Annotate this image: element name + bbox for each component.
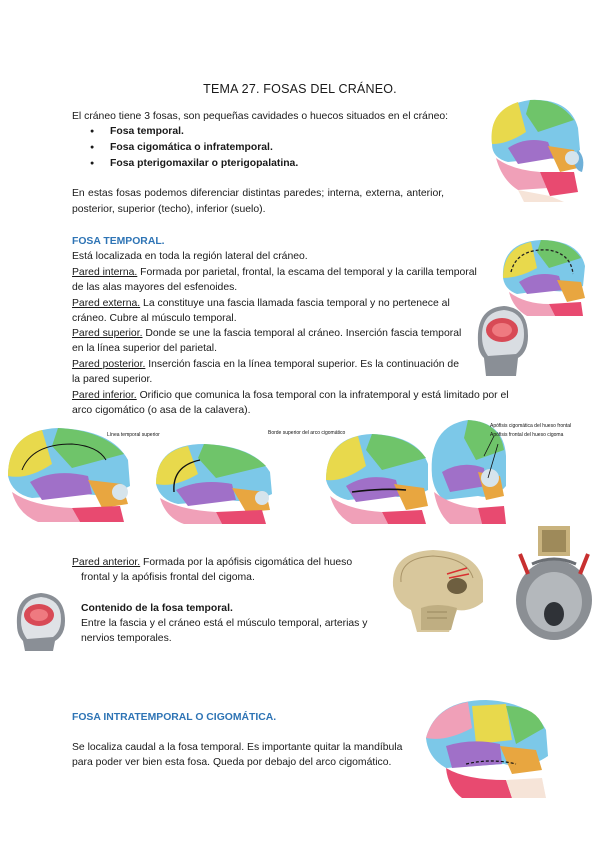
pared-posterior-text: Inserción fascia en la línea temporal superior. Es la continuación de <box>145 359 459 370</box>
pared-interna-line2: de las alas mayores del esfenoides. <box>72 282 238 293</box>
contenido-heading: Contenido de la fosa temporal. <box>81 603 233 614</box>
skull-line-temporal-illustration-2 <box>150 440 282 524</box>
pared-superior-text: Donde se une la fascia temporal al cráneo. Inserción fascia temporal <box>142 328 462 339</box>
pared-anterior-text: Formada por la apófisis cigomática del hueso <box>140 557 353 568</box>
skull-infratemporal-illustration <box>416 694 556 804</box>
pared-inferior-label: Pared inferior. <box>72 390 137 401</box>
caption-borde-arco: Borde superior del arco cigomático <box>268 430 346 436</box>
head-temporal-muscle-small-illustration <box>13 591 67 653</box>
pared-anterior-label: Pared anterior. <box>72 557 141 568</box>
skull-lateral-illustration <box>478 92 588 204</box>
pared-anterior-line1 <box>72 555 352 571</box>
infratemporal-line1: Se localiza caudal a la fosa temporal. Es importante quitar la mandíbula <box>72 742 403 753</box>
caption-apofisis-frontal-hueso: Apófisis cigomática del hueso frontal <box>490 423 572 429</box>
pared-externa-text: La constituye una fascia llamada fascia temporal y no pertenece al <box>140 298 450 309</box>
head-temporal-muscle-illustration <box>472 302 530 378</box>
pared-anterior-line2: frontal y la apófisis frontal del cigoma. <box>81 572 255 583</box>
contenido-line1: Entre la fascia y el cráneo está el músculo temporal, arterias y <box>81 618 368 629</box>
pared-posterior-line2: la pared superior. <box>72 374 153 385</box>
pared-superior-line2: en la línea superior del parietal. <box>72 343 217 354</box>
location-text: Está localizada en toda la región lateral del cráneo. <box>72 251 308 262</box>
pared-externa-line1 <box>72 296 450 312</box>
list-item: ● Fosa pterigomaxilar o pterigopalatina. <box>90 156 298 172</box>
page-title: TEMA 27. FOSAS DEL CRÁNEO. <box>203 82 397 96</box>
pared-interna-label: Pared interna. <box>72 267 138 278</box>
fossae-list <box>90 124 298 172</box>
skull-base-inferior-illustration <box>514 524 594 642</box>
list-item: ● Fosa cigomática o infratemporal. <box>90 140 298 156</box>
pared-posterior-label: Pared posterior. <box>72 359 146 370</box>
contenido-line2: nervios temporales. <box>81 633 172 644</box>
pared-inferior-text: Orificio que comunica la fosa temporal con la infratemporal y está limitado por el <box>136 390 509 401</box>
caption-linea-temporal: Línea temporal superior <box>107 432 160 438</box>
section-heading-fosa-infratemporal: FOSA INTRATEMPORAL O CIGOMÁTICA. <box>72 712 277 723</box>
infratemporal-line2: para poder ver bien esta fosa. Queda por debajo del arco cigomático. <box>72 757 392 768</box>
pared-interna-text: Formada por parietal, frontal, la escama del temporal y la carilla temporal <box>137 267 477 278</box>
pared-inferior-line2: arco cigomático (o asa de la calavera). <box>72 405 251 416</box>
pared-posterior-line1 <box>72 357 459 373</box>
pared-superior-label: Pared superior. <box>72 328 143 339</box>
pared-superior-line1 <box>72 326 461 342</box>
list-item: ● Fosa temporal. <box>90 124 298 140</box>
pared-interna-line1 <box>72 265 477 281</box>
skull-zygomatic-arch-illustration <box>322 430 432 524</box>
pared-externa-label: Pared externa. <box>72 298 141 309</box>
caption-apofisis-frontal-cigoma: Apófisis frontal del hueso cigoma <box>490 432 564 438</box>
section-heading-fosa-temporal: FOSA TEMPORAL. <box>72 236 165 247</box>
walls-intro-line1: En estas fosas podemos diferenciar distintas paredes; interna, externa, anterior, <box>72 188 444 199</box>
pared-inferior-line1 <box>72 388 509 404</box>
walls-intro-line2: posterior, superior (techo), inferior (suelo). <box>72 204 266 215</box>
skull-anterior-wall-illustration <box>387 546 487 636</box>
pared-externa-line2: cráneo. Cubre al músculo temporal. <box>72 313 237 324</box>
intro-text: El cráneo tiene 3 fosas, son pequeñas cavidades o huecos situados en el cráneo: <box>72 111 449 122</box>
skull-line-temporal-illustration <box>2 424 140 524</box>
